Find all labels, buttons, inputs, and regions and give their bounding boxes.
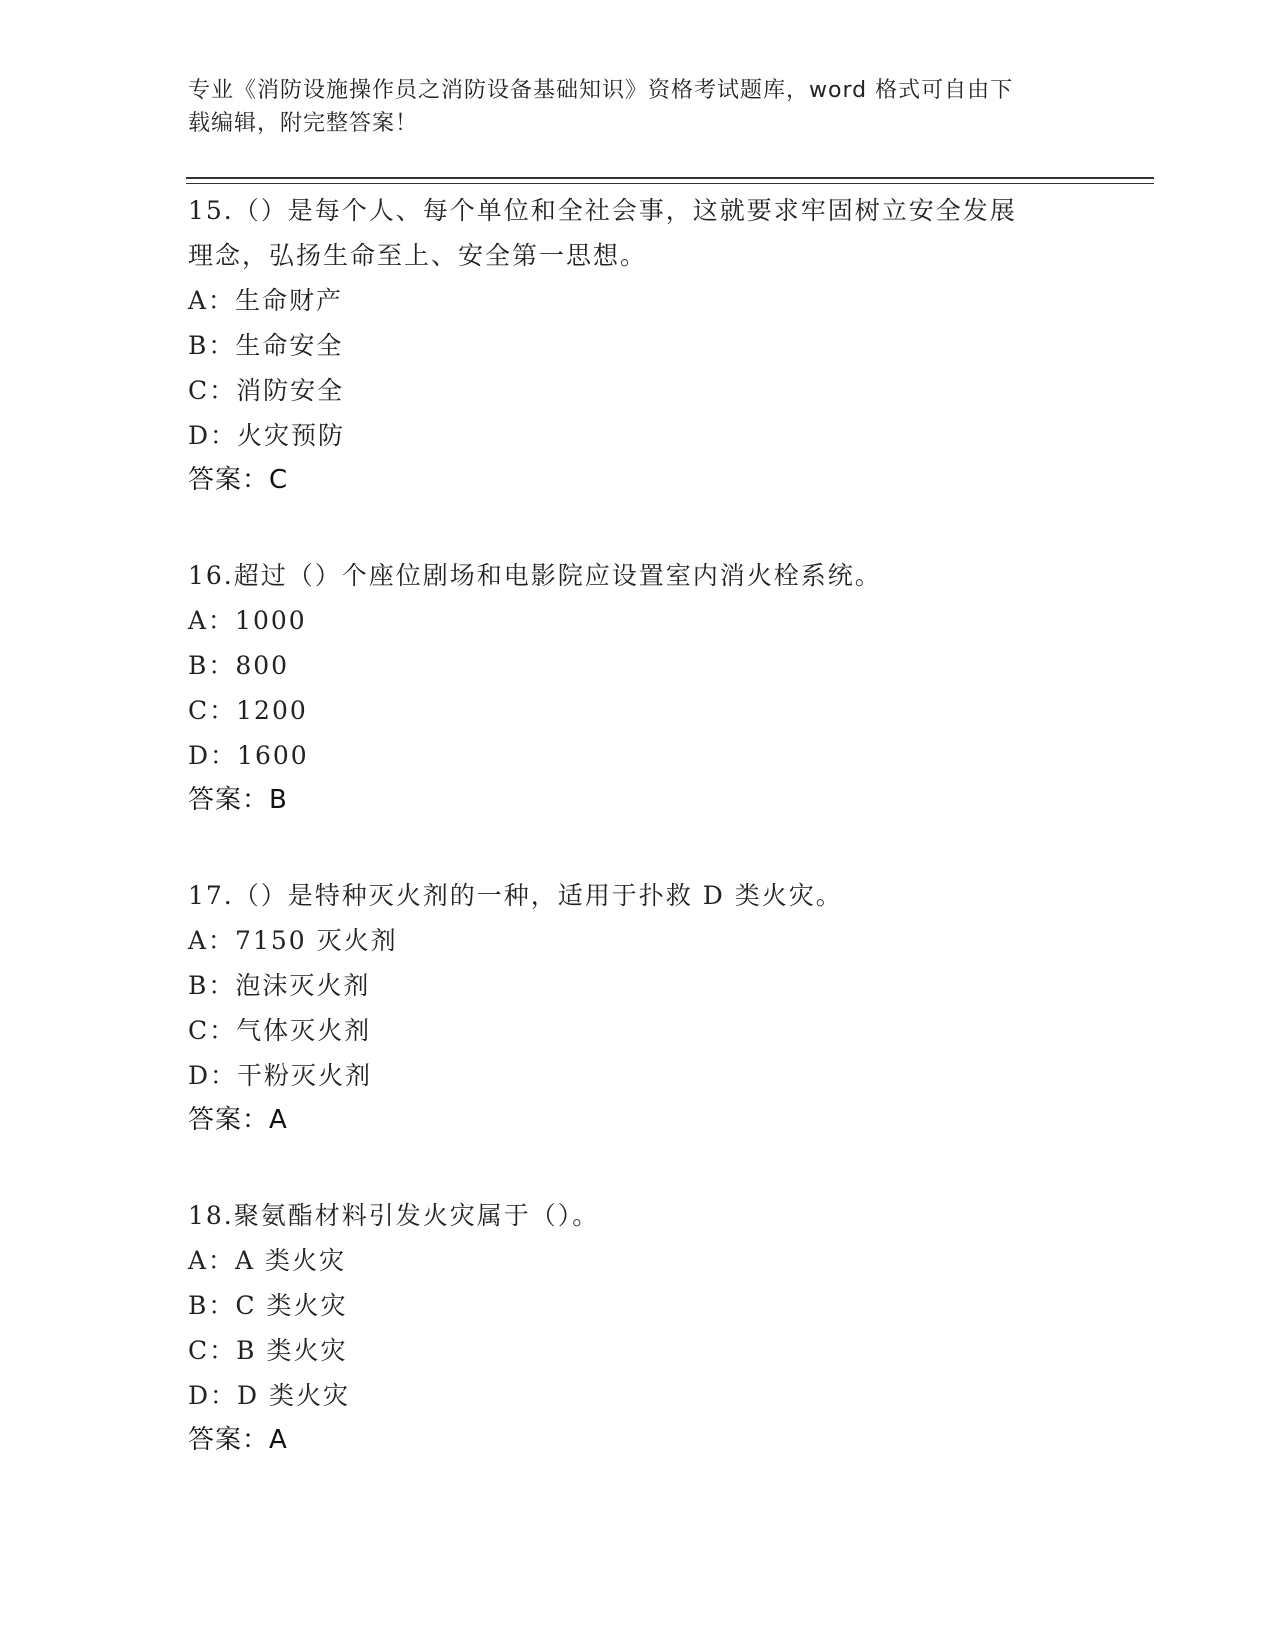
question-16	[188, 553, 1088, 823]
answer: 答案：B	[188, 785, 288, 815]
question-stem-line: 17.（）是特种灭火剂的一种，适用于扑救 D 类火灾。	[188, 881, 843, 910]
option-b: B：C 类火灾	[188, 1291, 348, 1320]
answer: 答案：A	[188, 1425, 288, 1455]
question-stem-line: 15.（）是每个人、每个单位和全社会事，这就要求牢固树立安全发展	[188, 196, 1017, 225]
option-c: C：B 类火灾	[188, 1336, 348, 1365]
question-stem-line: 18.聚氨酯材料引发火灾属于（）。	[188, 1201, 600, 1230]
option-d: D：火灾预防	[188, 421, 346, 450]
option-d: D：D 类火灾	[188, 1381, 351, 1410]
answer: 答案：A	[188, 1105, 288, 1135]
question-17	[188, 873, 1088, 1143]
option-a: A：1000	[188, 606, 307, 635]
option-b: B：生命安全	[188, 331, 344, 360]
question-18	[188, 1193, 1088, 1463]
answer: 答案：C	[188, 465, 289, 495]
question-15	[188, 188, 1088, 503]
header-line-2: 载编辑，附完整答案！	[188, 111, 419, 136]
option-d: D：1600	[188, 741, 309, 770]
document-header	[188, 74, 1068, 140]
option-d: D：干粉灭火剂	[188, 1061, 373, 1090]
option-a: A：7150 灭火剂	[188, 926, 398, 955]
option-b: B：800	[188, 651, 290, 680]
header-line-1: 专业《消防设施操作员之消防设备基础知识》资格考试题库，word 格式可自由下	[188, 78, 1014, 103]
question-stem-line: 理念，弘扬生命至上、安全第一思想。	[188, 241, 648, 270]
header-divider-thick	[186, 177, 1154, 179]
option-a: A：生命财产	[188, 286, 344, 315]
question-stem-line: 16.超过（）个座位剧场和电影院应设置室内消火栓系统。	[188, 561, 882, 590]
option-b: B：泡沫灭火剂	[188, 971, 371, 1000]
option-c: C：1200	[188, 696, 308, 725]
option-c: C：气体灭火剂	[188, 1016, 372, 1045]
option-c: C：消防安全	[188, 376, 345, 405]
header-divider-thin	[186, 183, 1154, 184]
option-a: A：A 类火灾	[188, 1246, 347, 1275]
